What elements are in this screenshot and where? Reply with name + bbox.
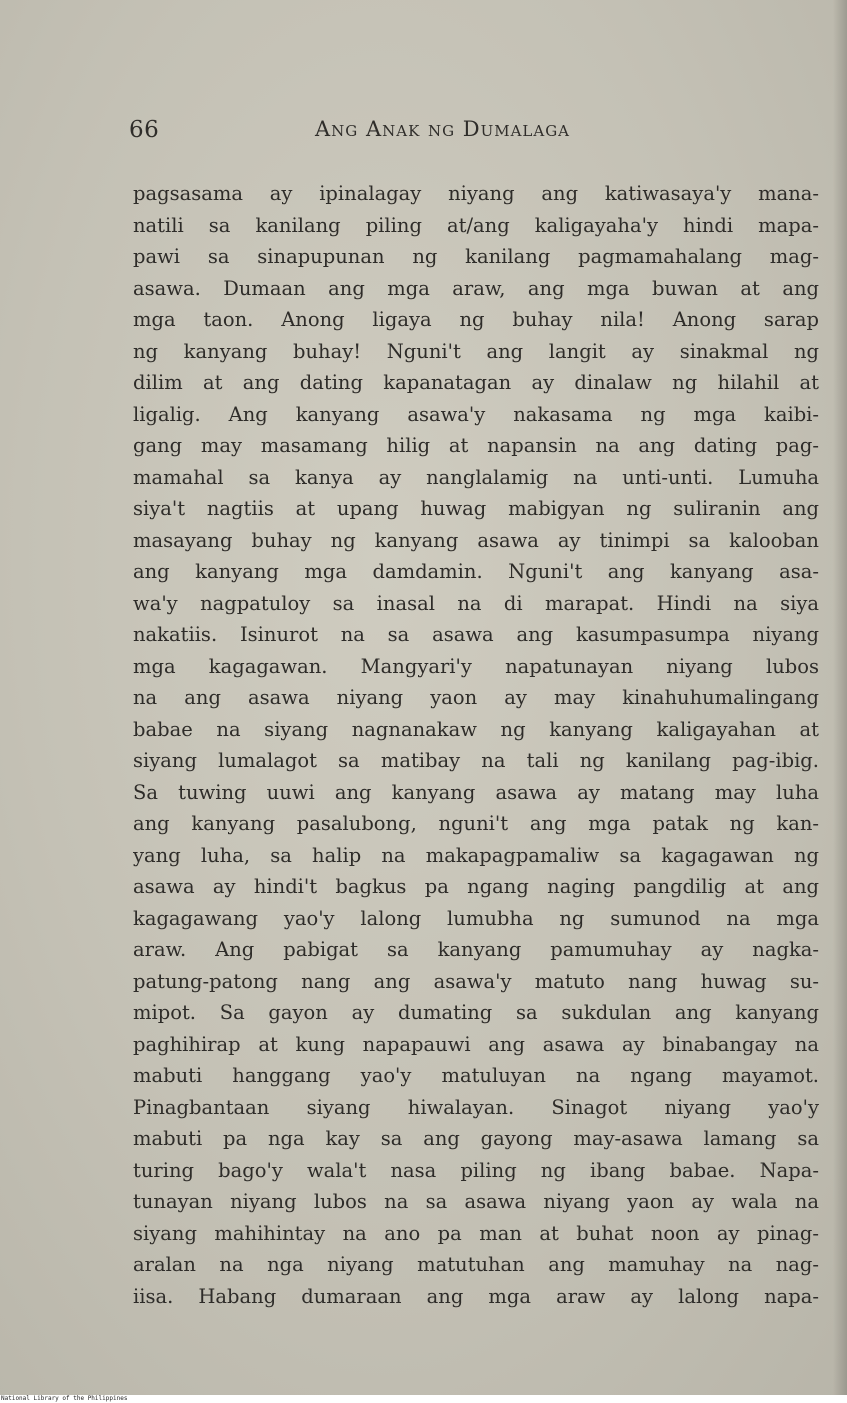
text-line: wa'y nagpatuloy sa inasal na di marapat. Hindi na siya (133, 591, 819, 615)
text-line: mabuti hanggang yao'y matuluyan na ngang mayamot. (133, 1064, 819, 1087)
text-line: patung-patong nang ang asawa'y matuto nang huwag su- (133, 969, 819, 993)
text-line: iisa. Habang dumaraan ang mga araw ay lalong napa- (133, 1284, 819, 1308)
text-line: pagsasama ay ipinalagay niyang ang katiwasaya'y mana- (133, 182, 819, 205)
running-title: Ang Anak ng Dumalaga (315, 117, 571, 141)
text-line: mga kagagawan. Mangyari'y napatunayan niyang lubos (133, 654, 819, 678)
text-line: mabuti pa nga kay sa ang gayong may-asawa lamang sa (133, 1127, 819, 1150)
library-credit: National Library of the Philippines (1, 1395, 128, 1402)
text-line: mga taon. Anong ligaya ng buhay nila! Anong sarap (133, 308, 819, 331)
text-line: ng kanyang buhay! Nguni't ang langit ay sinakmal ng (133, 339, 819, 363)
text-line: nakatiis. Isinurot na sa asawa ang kasumpasumpa niyang (133, 623, 819, 646)
text-line: mipot. Sa gayon ay dumating sa sukdulan ang kanyang (133, 1001, 819, 1024)
text-line: pawi sa sinapupunan ng kanilang pagmamahalang mag- (133, 245, 819, 268)
text-line: tunayan niyang lubos na sa asawa niyang yaon ay wala na (133, 1190, 819, 1213)
page-number: 66 (129, 117, 160, 143)
text-line: na ang asawa niyang yaon ay may kinahuhumalingang (133, 686, 819, 709)
text-line: natili sa kanilang piling at/ang kaligayaha'y hindi mapa- (133, 213, 819, 237)
text-line: asawa ay hindi't bagkus pa ngang naging pangdilig at ang (133, 875, 819, 898)
text-line: ang kanyang mga damdamin. Nguni't ang kanyang asa- (133, 560, 819, 583)
page-header (129, 113, 819, 147)
text-line: gang may masamang hilig at napansin na ang dating pag- (133, 434, 819, 457)
text-line: paghihirap at kung napapauwi ang asawa ay binabangay na (133, 1032, 819, 1056)
text-line: aralan na nga niyang matutuhan ang mamuhay na nag- (133, 1253, 819, 1276)
text-line: ligalig. Ang kanyang asawa'y nakasama ng mga kaibi- (133, 402, 819, 426)
text-line: asawa. Dumaan ang mga araw, ang mga buwan at ang (133, 276, 819, 300)
text-line: Pinagbantaan siyang hiwalayan. Sinagot niyang yao'y (133, 1095, 819, 1119)
text-line: dilim at ang dating kapanatagan ay dinalaw ng hilahil at (133, 371, 819, 394)
text-line: turing bago'y wala't nasa piling ng ibang babae. Napa- (133, 1158, 819, 1182)
text-line: Sa tuwing uuwi ang kanyang asawa ay matang may luha (133, 780, 819, 804)
text-line: masayang buhay ng kanyang asawa ay tinimpi sa kalooban (133, 528, 819, 552)
text-line: siya't nagtiis at upang huwag mabigyan ng suliranin ang (133, 497, 819, 520)
body-text (133, 178, 819, 1312)
text-line: siyang lumalagot sa matibay na tali ng kanilang pag-ibig. (133, 749, 819, 772)
text-line: mamahal sa kanya ay nanglalamig na unti-unti. Lumuha (133, 465, 819, 489)
text-line: ang kanyang pasalubong, nguni't ang mga patak ng kan- (133, 812, 819, 835)
text-line: kagagawang yao'y lalong lumubha ng sumunod na mga (133, 906, 819, 930)
text-line: babae na siyang nagnanakaw ng kanyang kaligayahan at (133, 717, 819, 741)
text-line: araw. Ang pabigat sa kanyang pamumuhay ay nagka- (133, 938, 819, 961)
text-line: siyang mahihintay na ano pa man at buhat noon ay pinag- (133, 1221, 819, 1245)
text-line: yang luha, sa halip na makapagpamaliw sa kagagawan ng (133, 843, 819, 867)
